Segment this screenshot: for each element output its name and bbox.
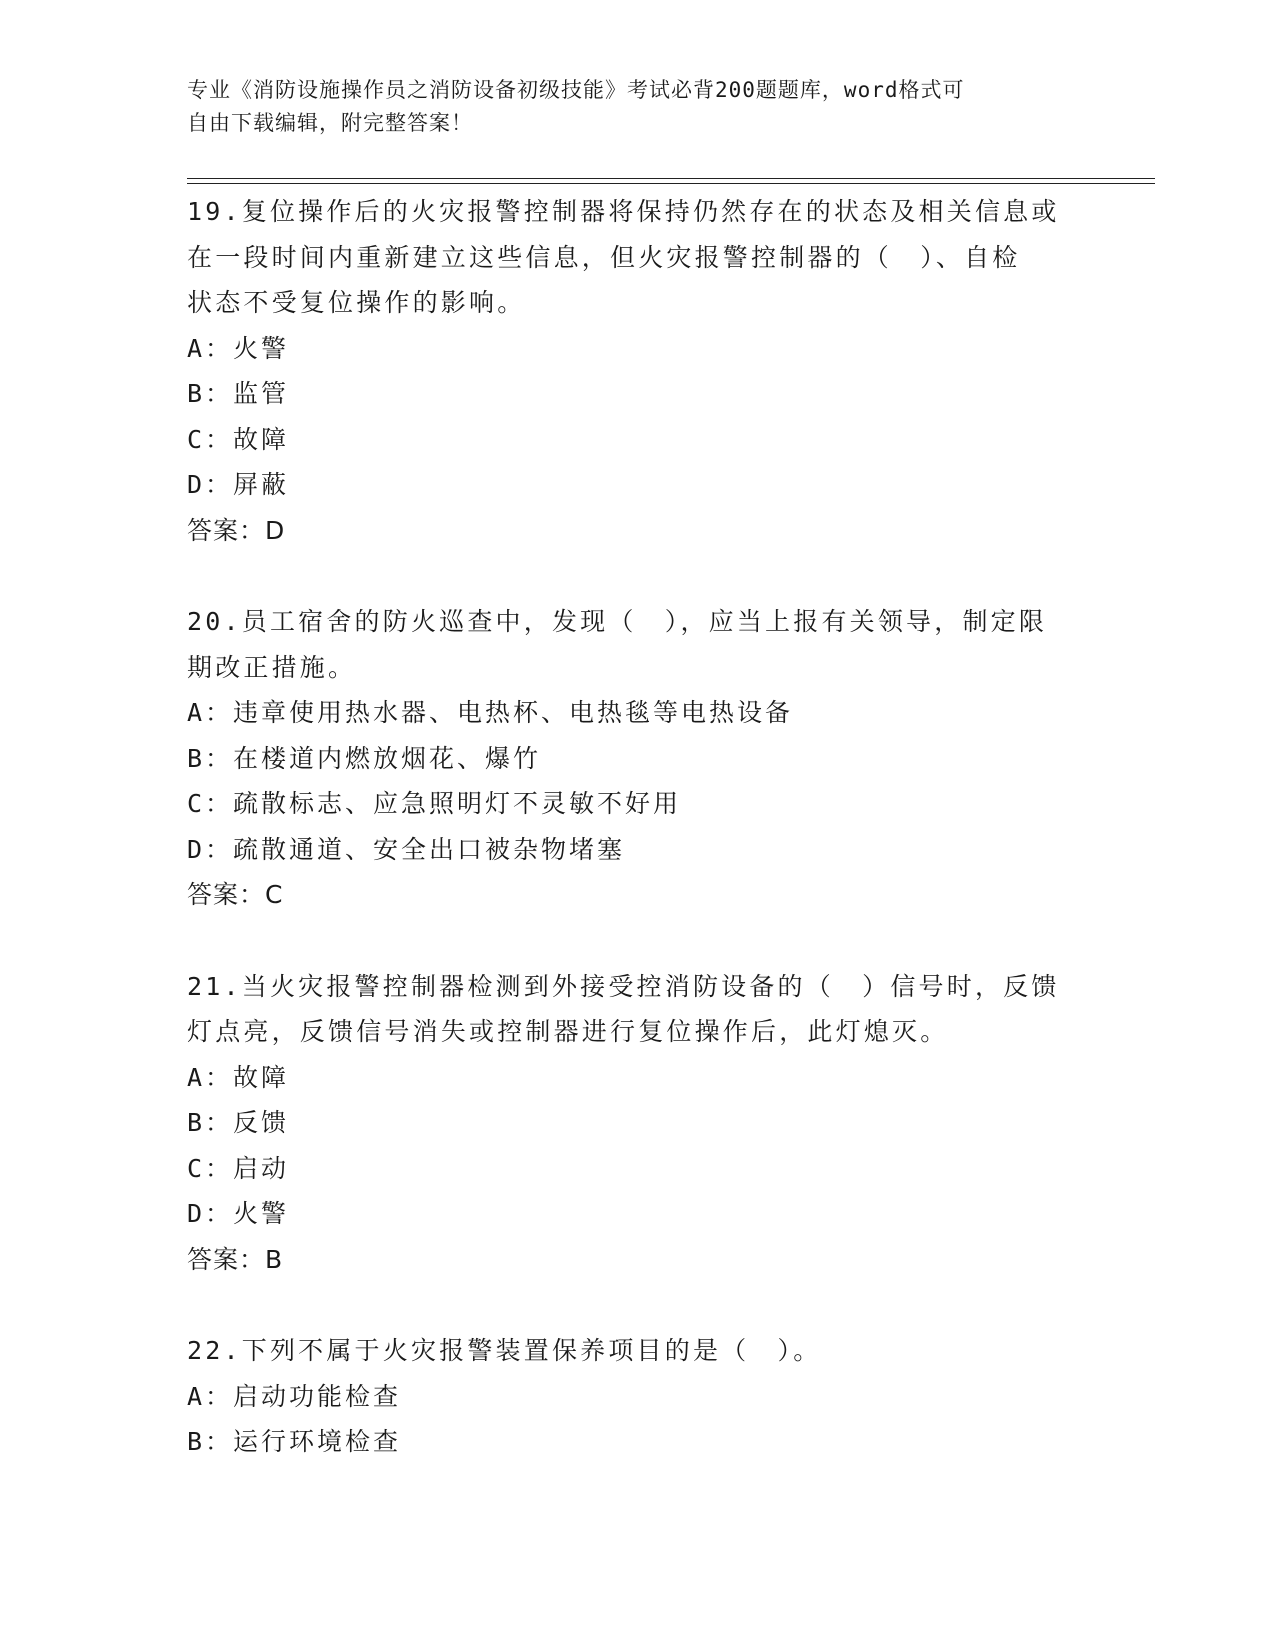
option-b: B：反馈 [187,1108,290,1137]
answer: 答案：B [187,1244,284,1274]
option-c: C：启动 [187,1153,290,1183]
option-b: B：在楼道内燃放烟花、爆竹 [187,743,542,773]
header-line-2: 自由下载编辑，附完整答案！ [187,111,473,135]
option-a: A：启动功能检查 [187,1381,402,1411]
question-stem [187,189,1087,326]
question-20 [187,599,1087,918]
option-d: D：火警 [187,1199,290,1228]
answer: 答案：C [187,880,284,909]
stem-line: 期改正措施。 [187,652,357,682]
header-divider-bottom [187,183,1155,184]
option-a: A：违章使用热水器、电热杯、电热毯等电热设备 [187,698,794,727]
option-c: C：疏散标志、应急照明灯不灵敏不好用 [187,789,682,818]
question-21 [187,964,1087,1283]
option-a: A：火警 [187,333,290,363]
stem-line: 状态不受复位操作的影响。 [187,288,526,317]
header-divider-top [187,178,1155,179]
question-19 [187,189,1087,553]
stem-line: 在一段时间内重新建立这些信息，但火灾报警控制器的（ ）、自检 [187,242,1021,272]
stem-line: 灯点亮，反馈信号消失或控制器进行复位操作后，此灯熄灭。 [187,1017,949,1046]
header-line-1: 专业《消防设施操作员之消防设备初级技能》考试必背200题题库，word格式可 [187,78,965,102]
question-stem [187,964,1087,1055]
option-b: B：运行环境检查 [187,1427,402,1456]
stem-line: 22.下列不属于火灾报警装置保养项目的是（ ）。 [187,1336,822,1365]
option-d: D：屏蔽 [187,470,290,499]
answer: 答案：D [187,515,286,545]
option-a: A：故障 [187,1062,290,1092]
option-d: D：疏散通道、安全出口被杂物堵塞 [187,834,626,864]
question-stem [187,1328,1087,1374]
question-list [187,189,1087,1511]
document-header [187,74,1067,140]
question-stem [187,599,1087,690]
option-c: C：故障 [187,424,290,454]
stem-line: 21.当火灾报警控制器检测到外接受控消防设备的（ ）信号时，反馈 [187,971,1060,1001]
option-b: B：监管 [187,379,290,408]
question-22 [187,1328,1087,1465]
stem-line: 19.复位操作后的火灾报警控制器将保持仍然存在的状态及相关信息或 [187,197,1060,226]
stem-line: 20.员工宿舍的防火巡查中，发现（ ），应当上报有关领导，制定限 [187,607,1048,636]
